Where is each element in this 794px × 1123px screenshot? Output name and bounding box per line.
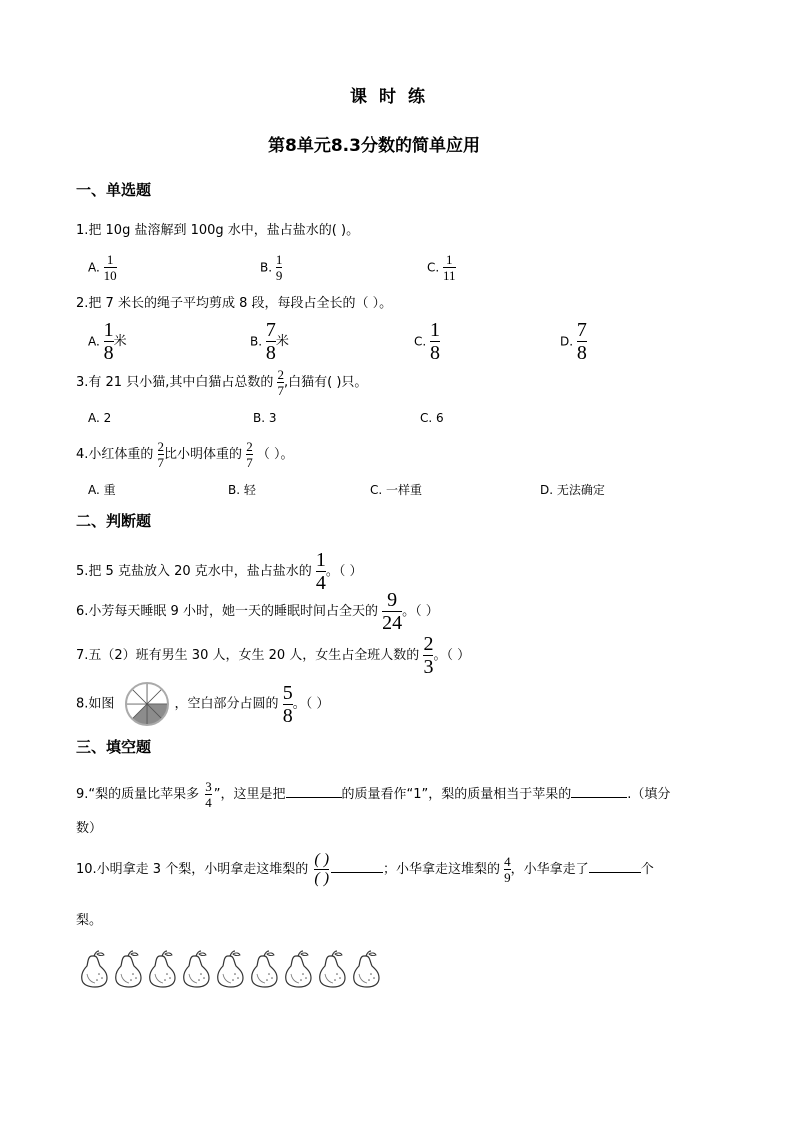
option-label: C. — [414, 334, 427, 349]
fraction-denominator: 7 — [277, 383, 284, 398]
question-text: 10.小明拿走 3 个梨，小明拿走这堆梨的 — [76, 862, 309, 877]
fraction-denominator: 9 — [504, 870, 511, 885]
answer-blank-2[interactable] — [571, 796, 627, 798]
page-subtitle: 第8单元8.3分数的简单应用 — [268, 136, 480, 156]
circle-diagram — [123, 680, 171, 728]
question-9-continued: 数） — [76, 821, 103, 836]
fraction-denominator: 9 — [275, 268, 283, 283]
fraction-denominator: 8 — [576, 342, 587, 364]
question-text: 6.小芳每天睡眠 9 小时，她一天的睡眠时间占全天的 — [76, 604, 378, 619]
page-title: 课时练 — [350, 87, 437, 107]
fraction-numerator: 1 — [275, 252, 283, 267]
q4-option-c: C. 一样重 — [370, 483, 423, 497]
unit-label: 米 — [113, 334, 127, 349]
question-text: .（填分 — [627, 787, 671, 802]
fraction-denominator: 10 — [103, 268, 117, 283]
fraction-denominator: 8 — [103, 342, 114, 364]
fraction — [316, 550, 326, 593]
answer-blank-4[interactable] — [589, 871, 641, 873]
unit-label: 米 — [275, 334, 289, 349]
fraction-denominator: 24 — [382, 612, 403, 634]
q2-option-d — [560, 320, 587, 363]
pie-slices — [126, 683, 168, 725]
q2-option-b — [250, 320, 289, 363]
question-10-continued: 梨。 — [76, 913, 103, 928]
q2-option-a — [88, 320, 127, 363]
question-text: 8.如图 — [76, 696, 115, 712]
fraction — [577, 320, 587, 363]
fraction-numerator: 1 — [315, 549, 326, 571]
fraction — [104, 320, 114, 363]
question-7 — [76, 634, 470, 677]
fraction-numerator: 7 — [265, 319, 276, 341]
pear-icon — [78, 950, 110, 988]
fraction — [430, 320, 440, 363]
fraction-numerator: 2 — [423, 633, 434, 655]
question-5 — [76, 550, 363, 593]
question-text: 3.有 21 只小猫,其中白猫占总数的 — [76, 375, 274, 390]
fraction — [283, 683, 293, 726]
fraction-numerator: 1 — [446, 252, 453, 267]
pear-icon — [248, 950, 280, 988]
option-label: A. — [88, 260, 100, 275]
fraction-denominator: 4 — [315, 572, 326, 594]
q1-option-a — [88, 253, 117, 282]
question-10 — [76, 852, 654, 887]
question-text: 7.五（2）班有男生 30 人，女生 20 人，女生占全班人数的 — [76, 648, 420, 663]
q4-option-a: A. 重 — [88, 483, 116, 497]
pear-icon — [282, 950, 314, 988]
fraction-numerator: 5 — [282, 681, 293, 704]
q2-option-c — [414, 320, 440, 363]
question-text: 4.小红体重的 — [76, 447, 154, 462]
fraction-numerator: 4 — [504, 854, 511, 869]
q1-option-b — [260, 253, 282, 282]
pear-icon — [112, 950, 144, 988]
fraction — [266, 320, 276, 363]
fraction-denominator: 4 — [205, 795, 212, 810]
question-4 — [76, 440, 293, 469]
question-text: ；小华拿走这堆梨的 — [383, 862, 501, 877]
pear-icon — [214, 950, 246, 988]
fraction — [382, 590, 402, 633]
option-label: A. — [88, 334, 100, 349]
question-text: 。（ ） — [433, 648, 471, 663]
q1-option-c — [427, 253, 456, 282]
q3-option-c: C. 6 — [420, 411, 444, 425]
question-text: 。（ ） — [292, 696, 330, 712]
section-heading-fill-in: 三、填空题 — [76, 738, 152, 756]
question-text: 9.“梨的质量比苹果多 — [76, 787, 200, 802]
fraction — [423, 634, 433, 677]
q4-option-b: B. 轻 — [228, 483, 256, 497]
fraction-denominator: 7 — [246, 455, 253, 470]
section-heading-single-choice: 一、单选题 — [76, 181, 152, 199]
question-3 — [76, 368, 367, 397]
question-2: 2.把 7 米长的绳子平均剪成 8 段，每段占全长的（ ）。 — [76, 296, 393, 311]
fraction-numerator: 3 — [205, 779, 212, 794]
question-text: 5.把 5 克盐放入 20 克水中，盐占盐水的 — [76, 564, 312, 579]
fraction-denominator: 8 — [265, 342, 276, 364]
option-label: C. — [427, 260, 440, 275]
fraction-denominator: 8 — [430, 342, 441, 364]
fraction — [104, 253, 117, 282]
fraction-blank[interactable] — [314, 852, 329, 887]
question-text: 。（ ） — [325, 564, 363, 579]
answer-blank-3[interactable] — [331, 871, 383, 873]
question-8 — [76, 680, 329, 728]
fraction-numerator: 2 — [277, 367, 284, 382]
fraction-denominator: 3 — [423, 656, 434, 678]
question-text: 个 — [640, 862, 654, 877]
fraction — [246, 440, 253, 469]
pear-icon — [180, 950, 212, 988]
question-text: ，小华拿走了 — [510, 862, 589, 877]
section-heading-true-false: 二、判断题 — [76, 512, 152, 530]
fraction-numerator: 2 — [157, 439, 165, 454]
question-1: 1.把 10g 盐溶解到 100g 水中，盐占盐水的( )。 — [76, 223, 360, 238]
fraction-numerator: 1 — [103, 319, 114, 341]
pear-icon — [316, 950, 348, 988]
fraction-numerator: 9 — [387, 589, 398, 611]
fraction-numerator: 1 — [430, 319, 441, 341]
fraction — [276, 253, 283, 282]
fraction-denominator: 7 — [157, 455, 165, 470]
fraction — [205, 780, 212, 809]
question-9 — [76, 780, 670, 809]
fraction-denominator: 11 — [443, 268, 456, 283]
fraction-denominator: ( ) — [314, 870, 330, 887]
pear-row — [78, 950, 382, 988]
question-text: 。（ ） — [402, 604, 439, 619]
q3-option-a: A. 2 — [88, 411, 112, 425]
fraction-numerator: 1 — [106, 252, 114, 267]
fraction-numerator: 7 — [576, 319, 587, 341]
question-text: 的质量看作“1”，梨的质量相当于苹果的 — [341, 787, 572, 802]
pear-icon — [350, 950, 382, 988]
option-label: B. — [260, 260, 273, 275]
fraction-denominator: 8 — [282, 704, 293, 727]
option-label: D. — [560, 334, 574, 349]
question-6 — [76, 590, 439, 633]
q3-option-b: B. 3 — [253, 411, 277, 425]
question-text: ,白猫有( )只。 — [283, 375, 368, 390]
question-text: 比小明体重的 — [164, 447, 243, 462]
option-label: B. — [250, 334, 263, 349]
q4-option-d: D. 无法确定 — [540, 483, 605, 497]
question-text: （ ）。 — [256, 447, 294, 462]
fraction — [443, 253, 456, 282]
fraction-numerator: ( ) — [314, 851, 330, 868]
question-text: ，空白部分占圆的 — [174, 696, 279, 712]
fraction-numerator: 2 — [246, 439, 253, 454]
question-text: ”，这里是把 — [213, 787, 286, 802]
pear-icon — [146, 950, 178, 988]
answer-blank-1[interactable] — [286, 796, 342, 798]
